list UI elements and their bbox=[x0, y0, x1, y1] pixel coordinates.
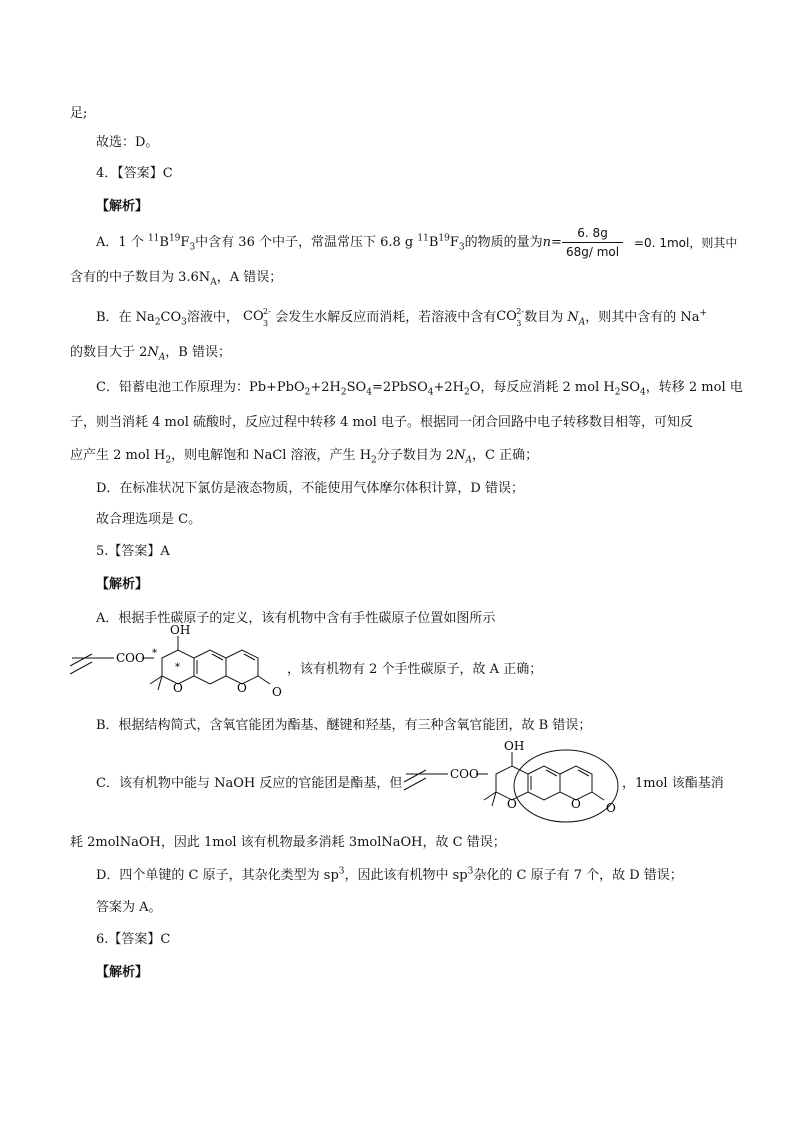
q4-analysis-label: 【解析】 bbox=[96, 199, 149, 214]
svg-text:O: O bbox=[237, 681, 247, 695]
svg-text:O: O bbox=[571, 797, 581, 811]
q5-option-c-line2: 耗 2molNaOH，因此 1mol 该有机物最多消耗 3molNaOH，故 C 错误； bbox=[70, 835, 506, 850]
svg-text:*: * bbox=[175, 662, 180, 673]
q4-option-d: D．在标准状况下氯仿是液态物质，不能使用气体摩尔体积计算，D 错误； bbox=[96, 481, 524, 496]
svg-text:*: * bbox=[152, 648, 157, 659]
q4-option-c-line2: 子，则当消耗 4 mol 硫酸时，反应过程中转移 4 mol 电子。根据同一闭合回路中电子转移数目相等，可知反 bbox=[70, 415, 693, 430]
q4-option-c-line1: C．铅蓄电池工作原理为：$Pb+PbO_2+2H_2SO_4=2PbSO_4+2H_2O$，每反应消耗 2 mol $H_2SO_4$，转移 2 mol 电 bbox=[96, 380, 743, 398]
q5-option-b: B．根据结构简式，含氧官能团为酯基、醚键和羟基，有三种含氧官能团，故 B 错误； bbox=[96, 718, 592, 733]
q3-tail: 足; bbox=[70, 106, 88, 121]
q4-a-result: =0. 1mol，则其中 bbox=[634, 236, 738, 250]
svg-text:O: O bbox=[173, 681, 183, 695]
molecule-structure-ester-circled bbox=[400, 738, 622, 828]
q4-option-a-line2: 含有的中子数目为 $3.6N_A$，A 错误； bbox=[70, 270, 283, 288]
svg-text:COO: COO bbox=[450, 767, 479, 781]
svg-text:O: O bbox=[606, 801, 616, 815]
fraction-numerator: 6. 8g bbox=[577, 226, 608, 240]
q4-option-b-line2: 的数目大于 $2N_A$，B 错误； bbox=[70, 345, 231, 363]
q4-mass-fraction bbox=[562, 226, 623, 259]
q4-conclusion: 故合理选项是 C。 bbox=[96, 512, 202, 527]
q5-option-d: D．四个单键的 C 原子，其杂化类型为 $sp^3$，因此该有机物中 $sp^3$杂化的 C 原子有 7 个，故 D 错误； bbox=[96, 866, 683, 883]
q4-option-a-line1: A．1 个 $^{11}B^{19}F_3$中含有 36 个中子，常温常压下 6.8 g $^{11}B^{19}F_3$的物质的量为n= bbox=[96, 233, 562, 253]
q3-conclusion: 故选：D。 bbox=[96, 135, 159, 150]
svg-text:O: O bbox=[507, 797, 517, 811]
svg-text:OH: OH bbox=[504, 739, 525, 753]
q5-analysis-label: 【解析】 bbox=[96, 577, 149, 592]
q5-option-c-line1: C．该有机物中能与 NaOH 反应的官能团是酯基，但 bbox=[96, 776, 403, 791]
q6-answer: 6.【答案】C bbox=[96, 932, 171, 947]
q4-option-c-line3: 应产生 2 mol $H_2$，则电解饱和 NaCl 溶液，产生 $H_2$分子数目为 $2N_A$，C 正确； bbox=[70, 448, 539, 466]
q5-conclusion: 答案为 A。 bbox=[96, 900, 162, 915]
svg-text:O: O bbox=[272, 685, 282, 699]
carbonate-ion: CO 2- 3 bbox=[243, 307, 271, 328]
q5-option-a: A．根据手性碳原子的定义，该有机物中含有手性碳原子位置如图所示 bbox=[96, 611, 496, 626]
q5-option-a-result: ，该有机物有 2 个手性碳原子，故 A 正确； bbox=[287, 662, 543, 677]
q4-option-b-line1: B．在 $Na_2CO_3$溶液中， CO 2- 3 会发生水解反应而消耗，若溶液中含有 CO 2- 3 数目为 $N_A$，则其中含有的 Na+ bbox=[96, 307, 708, 328]
q4-answer: 4．【答案】C bbox=[96, 166, 173, 181]
molecule-structure-chiral bbox=[66, 622, 288, 704]
carbonate-ion: CO 2- 3 bbox=[496, 307, 524, 328]
q6-analysis-label: 【解析】 bbox=[96, 965, 149, 980]
svg-text:COO: COO bbox=[116, 651, 145, 665]
fraction-denominator: 68g/ mol bbox=[566, 245, 620, 259]
svg-text:OH: OH bbox=[170, 623, 191, 637]
q5-answer: 5.【答案】A bbox=[96, 544, 170, 559]
q5-option-c-after-fig: ，1mol 该酯基消 bbox=[622, 776, 724, 791]
